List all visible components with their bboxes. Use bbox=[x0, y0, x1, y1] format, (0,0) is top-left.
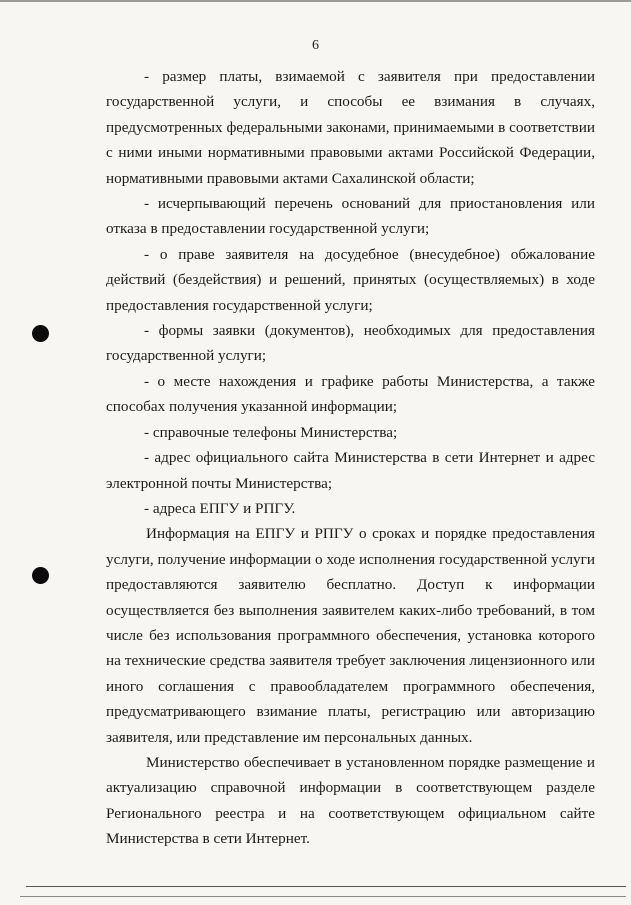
paragraph-portal-info: Информация на ЕПГУ и РПГУ о сроках и порядке предоставления услуги, получение информации о ходе исполнения государственной услуги предоставляются заявителю бесплатно. Доступ к информации осуществляется без выполнения заявителем каких-либо требований, в том числе без использования программного обеспечения, установка которого на технические средства заявителя требует заключения лицензионного или иного соглашения с правообладателем программного обеспечения, предусматривающего взимание платы, регистрацию или авторизацию заявителя, или представление им персональных данных. bbox=[106, 525, 595, 746]
list-item-fee: - размер платы, взимаемой с заявителя при предоставлении государственной услуги, и способы ее взимания в случаях, предусмотренных федеральными законами, принимаемыми в соответствии с ними иными нормативными правовыми актами Российской Федерации, нормативными правовыми актами Сахалинской области; bbox=[106, 68, 595, 187]
scan-bottom-line bbox=[26, 886, 626, 887]
paragraph-ministry-duty: Министерство обеспечивает в установленном порядке размещение и актуализацию справочной информации в соответствующем разделе Регионального реестра и на соответствующем официальном сайте Министерства в сети Интернет. bbox=[106, 753, 595, 848]
punch-hole bbox=[32, 325, 49, 342]
punch-hole bbox=[32, 567, 49, 584]
list-item-portals: - адреса ЕПГУ и РПГУ. bbox=[144, 499, 296, 517]
page-number: 6 bbox=[312, 38, 319, 53]
list-item-phones: - справочные телефоны Министерства; bbox=[144, 423, 398, 441]
list-item-application-forms: - формы заявки (документов), необходимых для предоставления государственной услуги; bbox=[106, 322, 595, 365]
list-item-appeal-right: - о праве заявителя на досудебное (внесудебное) обжалование действий (бездействия) и решений, принятых (осуществляемых) в ходе предоставления государственной услуги; bbox=[106, 245, 595, 314]
document-body bbox=[106, 64, 595, 852]
scan-top-edge bbox=[0, 0, 631, 2]
list-item-refusal-grounds: - исчерпывающий перечень оснований для приостановления или отказа в предоставлении государственной услуги; bbox=[106, 195, 595, 238]
list-item-location-schedule: - о месте нахождения и графике работы Министерства, а также способах получения указанной информации; bbox=[106, 372, 595, 416]
list-item-website-email: - адрес официального сайта Министерства в сети Интернет и адрес электронной почты Министерства; bbox=[106, 449, 595, 492]
scan-bottom-edge bbox=[20, 896, 626, 897]
